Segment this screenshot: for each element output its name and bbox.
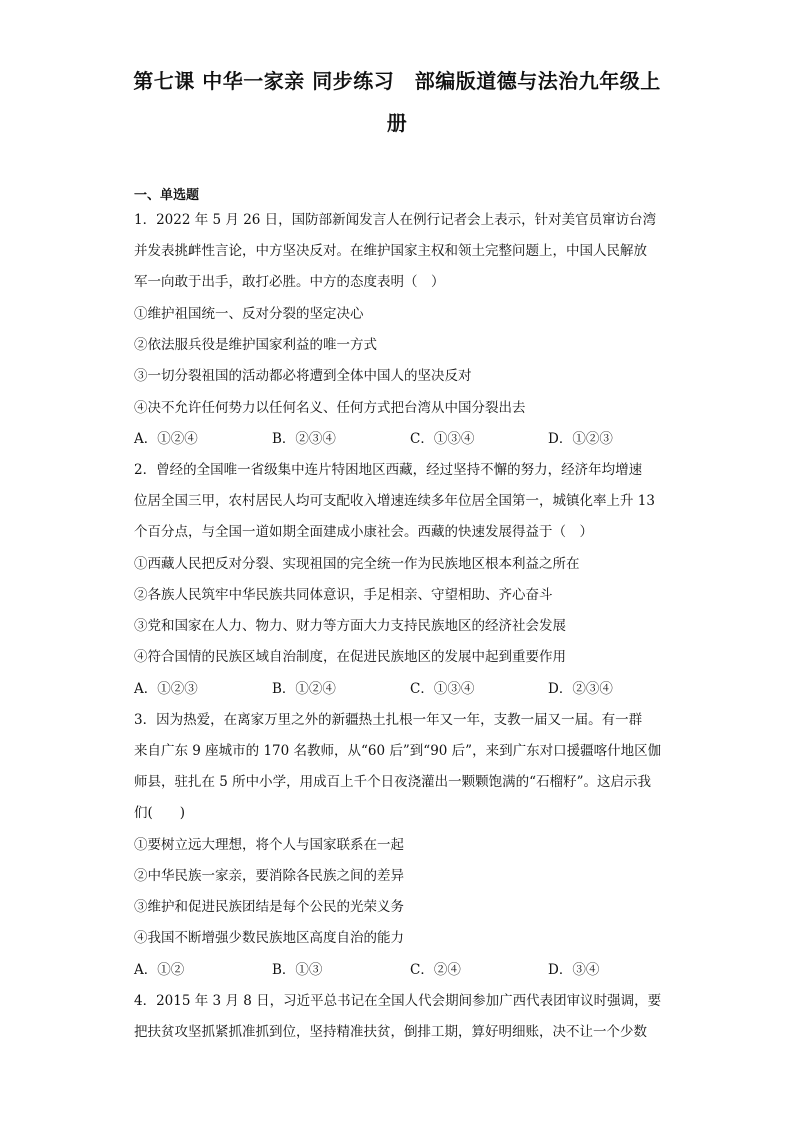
- q1-choice-c[interactable]: C．①③④: [410, 431, 475, 447]
- q1-choice-a[interactable]: A．①②④: [134, 431, 198, 447]
- q2-stem-line-1: 2．曾经的全国唯一省级集中连片特困地区西藏，经过坚持不懈的努力，经济年均增速: [134, 462, 643, 478]
- q3-stem-line-2: 来自广东 9 座城市的 170 名教师，从“60 后”到“90 后”，来到广东对口援疆喀什地区伽: [134, 743, 662, 759]
- q1-choice-d[interactable]: D．①②③: [548, 431, 613, 447]
- q4-stem-line-1: 4．2015 年 3 月 8 日，习近平总书记在全国人代会期间参加广西代表团审议时强调，要: [134, 993, 662, 1009]
- q3-choice-a[interactable]: A．①②: [134, 962, 185, 978]
- q2-option-2: ②各族人民筑牢中华民族共同体意识，手足相亲、守望相助、齐心奋斗: [134, 587, 553, 603]
- q1-stem-line-1: 1．2022 年 5 月 26 日，国防部新闻发言人在例行记者会上表示，针对美官员窜访台湾: [134, 212, 657, 228]
- q2-choice-c[interactable]: C．①③④: [410, 681, 475, 697]
- q2-stem-line-3: 个百分点，与全国一道如期全面建成小康社会。西藏的快速发展得益于（ ）: [134, 524, 593, 540]
- q1-stem-line-2: 并发表挑衅性言论，中方坚决反对。在维护国家主权和领土完整问题上，中国人民解放: [134, 243, 647, 259]
- title-line-2: 册: [386, 111, 408, 135]
- q4-stem-line-2: 把扶贫攻坚抓紧抓准抓到位，坚持精准扶贫，倒排工期，算好明细账，决不让一个少数: [134, 1024, 647, 1040]
- q3-stem-line-3: 师县，驻扎在 5 所中小学，用成百上千个日夜浇灌出一颗颗饱满的“石榴籽”。这启示我: [134, 774, 651, 790]
- q2-choice-a[interactable]: A．①②③: [134, 681, 198, 697]
- q3-option-2: ②中华民族一家亲，要消除各民族之间的差异: [134, 868, 404, 884]
- q1-option-4: ④决不允许任何势力以任何名义、任何方式把台湾从中国分裂出去: [134, 400, 526, 416]
- q3-option-4: ④我国不断增强少数民族地区高度自治的能力: [134, 930, 404, 946]
- q3-stem-line-4: 们( ): [134, 805, 186, 821]
- title-line-1: 第七课 中华一家亲 同步练习 部编版道德与法治九年级上: [133, 69, 661, 93]
- q2-option-3: ③党和国家在人力、物力、财力等方面大力支持民族地区的经济社会发展: [134, 618, 566, 634]
- q2-option-1: ①西藏人民把反对分裂、实现祖国的完全统一作为民族地区根本利益之所在: [134, 556, 580, 572]
- q3-choice-d[interactable]: D．③④: [548, 962, 600, 978]
- q1-choice-b[interactable]: B．②③④: [272, 431, 336, 447]
- q3-choice-c[interactable]: C．②④: [410, 962, 461, 978]
- section-heading: 一、单选题: [134, 188, 200, 203]
- q1-option-2: ②依法服兵役是维护国家利益的唯一方式: [134, 337, 377, 353]
- q2-stem-line-2: 位居全国三甲，农村居民人均可支配收入增速连续多年位居全国第一，城镇化率上升 13: [134, 493, 655, 509]
- q1-option-1: ①维护祖国统一、反对分裂的坚定决心: [134, 306, 364, 322]
- q2-option-4: ④符合国情的民族区域自治制度，在促进民族地区的发展中起到重要作用: [134, 649, 566, 665]
- q1-stem-line-3: 军一向敢于出手，敢打必胜。中方的态度表明（ ）: [134, 274, 445, 290]
- q3-choice-b[interactable]: B．①③: [272, 962, 323, 978]
- q3-stem-line-1: 3．因为热爱，在离家万里之外的新疆热土扎根一年又一年，支教一届又一届。有一群: [134, 712, 643, 728]
- q3-option-3: ③维护和促进民族团结是每个公民的光荣义务: [134, 899, 404, 915]
- q3-option-1: ①要树立远大理想，将个人与国家联系在一起: [134, 837, 404, 853]
- q1-option-3: ③一切分裂祖国的活动都必将遭到全体中国人的坚决反对: [134, 368, 472, 384]
- q2-choice-b[interactable]: B．①②④: [272, 681, 336, 697]
- q2-choice-d[interactable]: D．②③④: [548, 681, 613, 697]
